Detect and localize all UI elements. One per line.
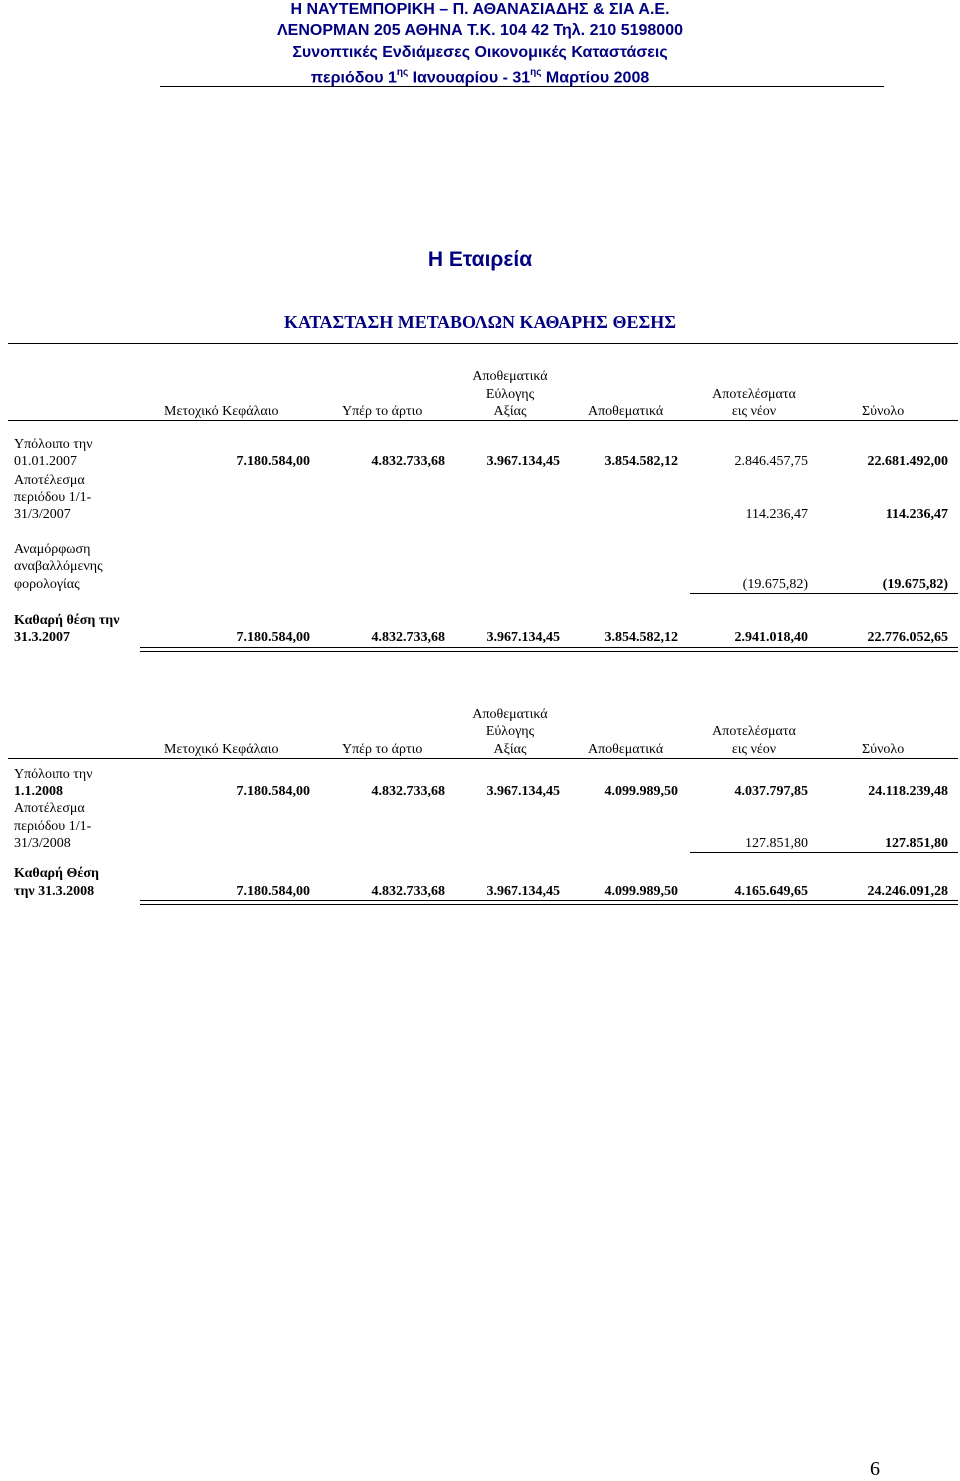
col-fair-value-l1: Αποθεματικά xyxy=(472,707,548,722)
col-retained-l2: εις νέον xyxy=(731,742,777,757)
col-fair-value-l2: Εύλογης xyxy=(485,387,535,402)
cell: 3.967.134,45 xyxy=(486,454,560,469)
report-title: Συνοπτικές Ενδιάμεσες Οικονομικές Καταστάσεις xyxy=(292,44,668,61)
cell: 22.681.492,00 xyxy=(867,454,948,469)
row-label: 31/3/2007 xyxy=(14,507,71,522)
row-label: Αναμόρφωση xyxy=(14,542,91,557)
cell: 4.832.733,68 xyxy=(371,630,445,645)
company-name: Η ΝΑΥΤΕΜΠΟΡΙΚΗ – Π. ΑΘΑΝΑΣΙΑΔΗΣ & ΣΙΑ Α.Ε. xyxy=(290,1,670,18)
cell: 127.851,80 xyxy=(745,836,808,851)
cell: 7.180.584,00 xyxy=(236,784,310,799)
col-fair-value-l3: Αξίας xyxy=(493,742,527,757)
table1-top-rule xyxy=(8,343,958,344)
cell: (19.675,82) xyxy=(882,577,948,592)
row-label: Αποτέλεσμα xyxy=(14,801,85,816)
page-number: 6 xyxy=(870,1458,880,1480)
col-reserves: Αποθεματικά xyxy=(588,404,664,419)
row-label: περιόδου 1/1- xyxy=(14,490,92,505)
total-double-rule xyxy=(140,900,958,905)
cell: 7.180.584,00 xyxy=(236,630,310,645)
cell: 3.967.134,45 xyxy=(486,630,560,645)
table2-header-rule xyxy=(8,758,958,759)
company-address: ΛΕΝΟΡΜΑΝ 205 ΑΘΗΝΑ Τ.Κ. 104 42 Τηλ. 210 5198000 xyxy=(277,22,683,39)
row-label: Αποτέλεσμα xyxy=(14,473,85,488)
col-total: Σύνολο xyxy=(862,404,905,419)
col-reserves: Αποθεματικά xyxy=(588,742,664,757)
row-label: Καθαρή Θέση xyxy=(14,866,99,881)
col-total: Σύνολο xyxy=(862,742,905,757)
cell: 4.832.733,68 xyxy=(371,454,445,469)
cell: 4.165.649,65 xyxy=(734,884,808,899)
statement-title: ΚΑΤΑΣΤΑΣΗ ΜΕΤΑΒΟΛΩΝ ΚΑΘΑΡΗΣ ΘΕΣΗΣ xyxy=(283,312,676,332)
cell: 7.180.584,00 xyxy=(236,454,310,469)
col-retained-l2: εις νέον xyxy=(731,404,777,419)
row-label: 01.01.2007 xyxy=(14,454,77,469)
subtotal-rule xyxy=(690,593,958,594)
cell: 4.099.989,50 xyxy=(604,884,678,899)
cell: 3.854.582,12 xyxy=(604,630,678,645)
row-label: αναβαλλόμενης xyxy=(14,559,103,574)
report-period: περιόδου $1^{\eta\varsigma}$ Ιανουαρίου - $31^{\eta\varsigma}$ Μαρτίου 2008 xyxy=(310,67,650,87)
col-share-premium: Υπέρ το άρτιο xyxy=(342,742,423,757)
row-label: την 31.3.2008 xyxy=(14,884,95,899)
subtotal-rule xyxy=(690,852,958,853)
total-double-rule xyxy=(140,647,958,652)
row-label: 1.1.2008 xyxy=(14,784,63,799)
cell: 114.236,47 xyxy=(885,507,948,522)
cell: 24.118.239,48 xyxy=(868,784,948,799)
col-retained-l1: Αποτελέσματα xyxy=(712,724,796,739)
row-label: φορολογίας xyxy=(14,577,80,592)
cell: 3.967.134,45 xyxy=(486,784,560,799)
header-divider xyxy=(160,86,884,87)
section-title: Η Εταιρεία xyxy=(427,248,533,271)
cell: 2.846.457,75 xyxy=(734,454,808,469)
col-share-premium: Υπέρ το άρτιο xyxy=(342,404,423,419)
cell: 114.236,47 xyxy=(745,507,808,522)
row-label: περιόδου 1/1- xyxy=(14,819,92,834)
cell: 3.967.134,45 xyxy=(486,884,560,899)
col-share-capital: Μετοχικό Κεφάλαιο xyxy=(164,404,279,419)
table1-header-rule xyxy=(8,420,958,421)
cell: 7.180.584,00 xyxy=(236,884,310,899)
cell: 127.851,80 xyxy=(885,836,948,851)
row-label: Καθαρή θέση την xyxy=(14,613,120,628)
col-share-capital: Μετοχικό Κεφάλαιο xyxy=(164,742,279,757)
cell: 22.776.052,65 xyxy=(867,630,948,645)
cell: 24.246.091,28 xyxy=(867,884,948,899)
cell: 4.832.733,68 xyxy=(371,784,445,799)
row-label: 31.3.2007 xyxy=(14,630,70,645)
row-label: 31/3/2008 xyxy=(14,836,71,851)
col-fair-value-l1: Αποθεματικά xyxy=(472,369,548,384)
cell: 2.941.018,40 xyxy=(734,630,808,645)
cell: 4.832.733,68 xyxy=(371,884,445,899)
col-fair-value-l3: Αξίας xyxy=(493,404,527,419)
cell: (19.675,82) xyxy=(742,577,808,592)
col-fair-value-l2: Εύλογης xyxy=(485,724,535,739)
cell: 4.099.989,50 xyxy=(604,784,678,799)
row-label: Υπόλοιπο την xyxy=(14,437,93,452)
row-label: Υπόλοιπο την xyxy=(14,767,93,782)
col-retained-l1: Αποτελέσματα xyxy=(712,387,796,402)
cell: 4.037.797,85 xyxy=(734,784,808,799)
cell: 3.854.582,12 xyxy=(604,454,678,469)
